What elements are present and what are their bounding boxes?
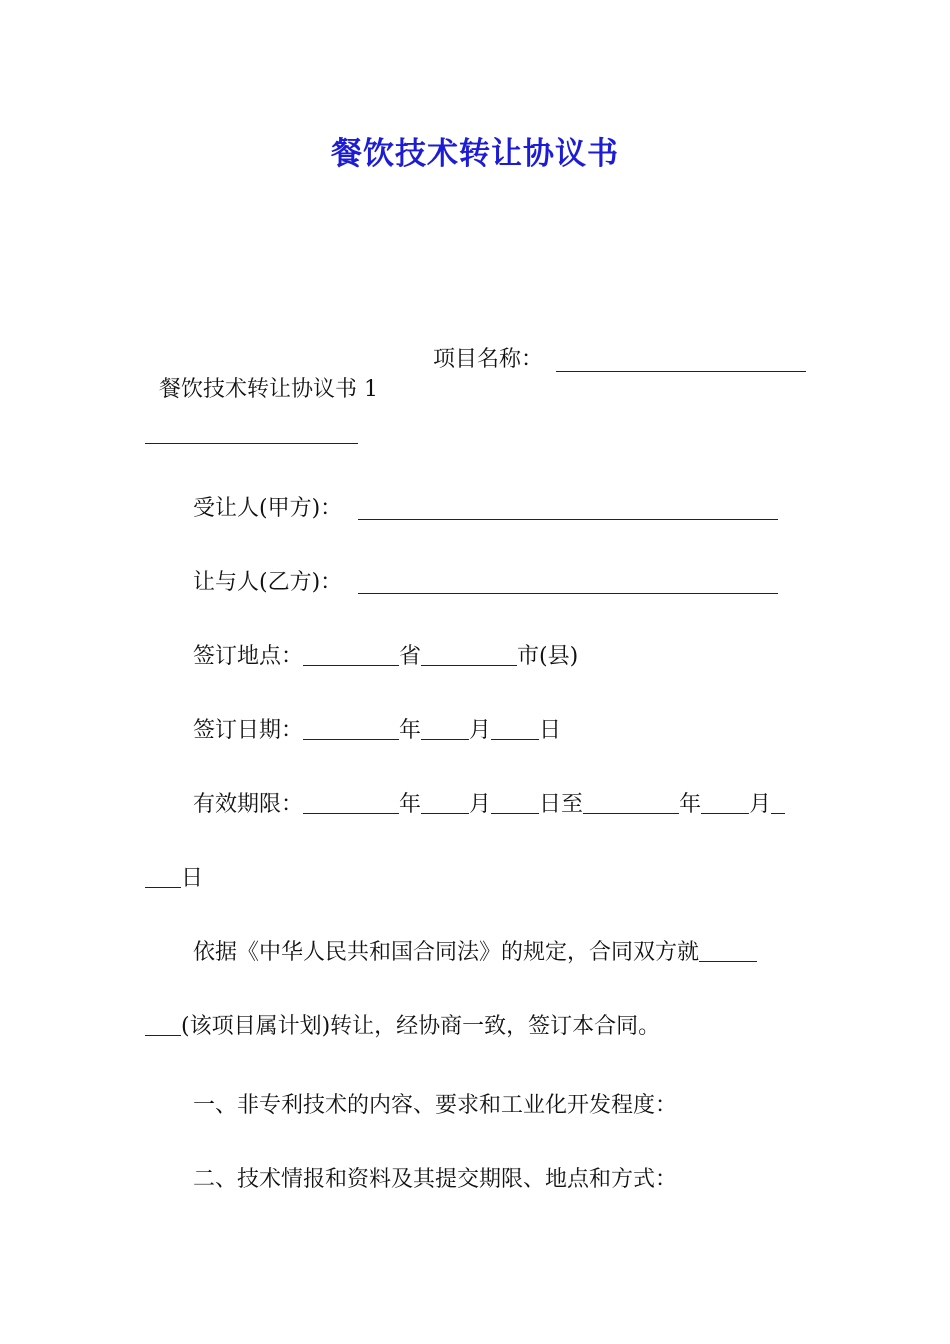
validity-line-continued bbox=[145, 864, 203, 894]
validity-label: 有效期限： bbox=[193, 792, 304, 817]
validity-end-year-blank bbox=[583, 791, 679, 814]
transferee-label: 受让人(甲方)： bbox=[193, 496, 343, 521]
validity-year-unit: 年 bbox=[399, 792, 422, 817]
province-blank bbox=[303, 643, 399, 666]
project-label: 项目名称： bbox=[433, 347, 544, 372]
project-blank-continued bbox=[145, 443, 358, 444]
validity-end-day-unit: 日 bbox=[181, 866, 204, 891]
date-day-blank bbox=[491, 717, 539, 740]
date-month-blank bbox=[421, 717, 469, 740]
date-line bbox=[193, 716, 561, 746]
date-year-blank bbox=[303, 717, 399, 740]
validity-end-day-blank bbox=[771, 791, 785, 814]
province-unit: 省 bbox=[399, 644, 422, 669]
validity-end-month-unit: 月 bbox=[749, 792, 772, 817]
validity-line bbox=[193, 790, 785, 820]
validity-day-blank bbox=[491, 791, 539, 814]
validity-end-year-unit: 年 bbox=[679, 792, 702, 817]
clause-1: 一、非专利技术的内容、要求和工业化开发程度： bbox=[193, 1093, 678, 1118]
heading-text: 餐饮技术转让协议书 1 bbox=[159, 377, 378, 402]
validity-end-month-blank bbox=[701, 791, 749, 814]
basis-line-2 bbox=[145, 1012, 660, 1042]
date-month-unit: 月 bbox=[469, 718, 492, 743]
basis-line-1 bbox=[193, 938, 757, 968]
date-year-unit: 年 bbox=[399, 718, 422, 743]
city-blank bbox=[421, 643, 517, 666]
transferee-blank bbox=[358, 519, 778, 520]
validity-year-blank bbox=[303, 791, 399, 814]
basis-text-1: 依据《中华人民共和国合同法》的规定，合同双方就 bbox=[193, 940, 700, 965]
heading-line bbox=[145, 345, 378, 405]
transferor-label: 让与人(乙方)： bbox=[193, 570, 343, 595]
transferor-blank bbox=[358, 593, 778, 594]
date-day-unit: 日 bbox=[539, 718, 562, 743]
clause-2: 二、技术情报和资料及其提交期限、地点和方式： bbox=[193, 1167, 678, 1192]
validity-to: 日至 bbox=[539, 792, 584, 817]
basis-blank-continued bbox=[145, 1013, 181, 1036]
validity-end-day-blank-continued bbox=[145, 865, 181, 888]
project-blank bbox=[556, 371, 806, 372]
document-title: 餐饮技术转让协议书 bbox=[331, 136, 619, 172]
date-label: 签订日期： bbox=[193, 718, 304, 743]
validity-month-blank bbox=[421, 791, 469, 814]
city-unit: 市(县) bbox=[517, 644, 579, 669]
basis-text-2: (该项目属计划)转让，经协商一致，签订本合同。 bbox=[181, 1014, 661, 1039]
validity-month-unit: 月 bbox=[469, 792, 492, 817]
place-label: 签订地点： bbox=[193, 644, 304, 669]
place-line bbox=[193, 642, 578, 672]
basis-blank bbox=[699, 939, 757, 962]
